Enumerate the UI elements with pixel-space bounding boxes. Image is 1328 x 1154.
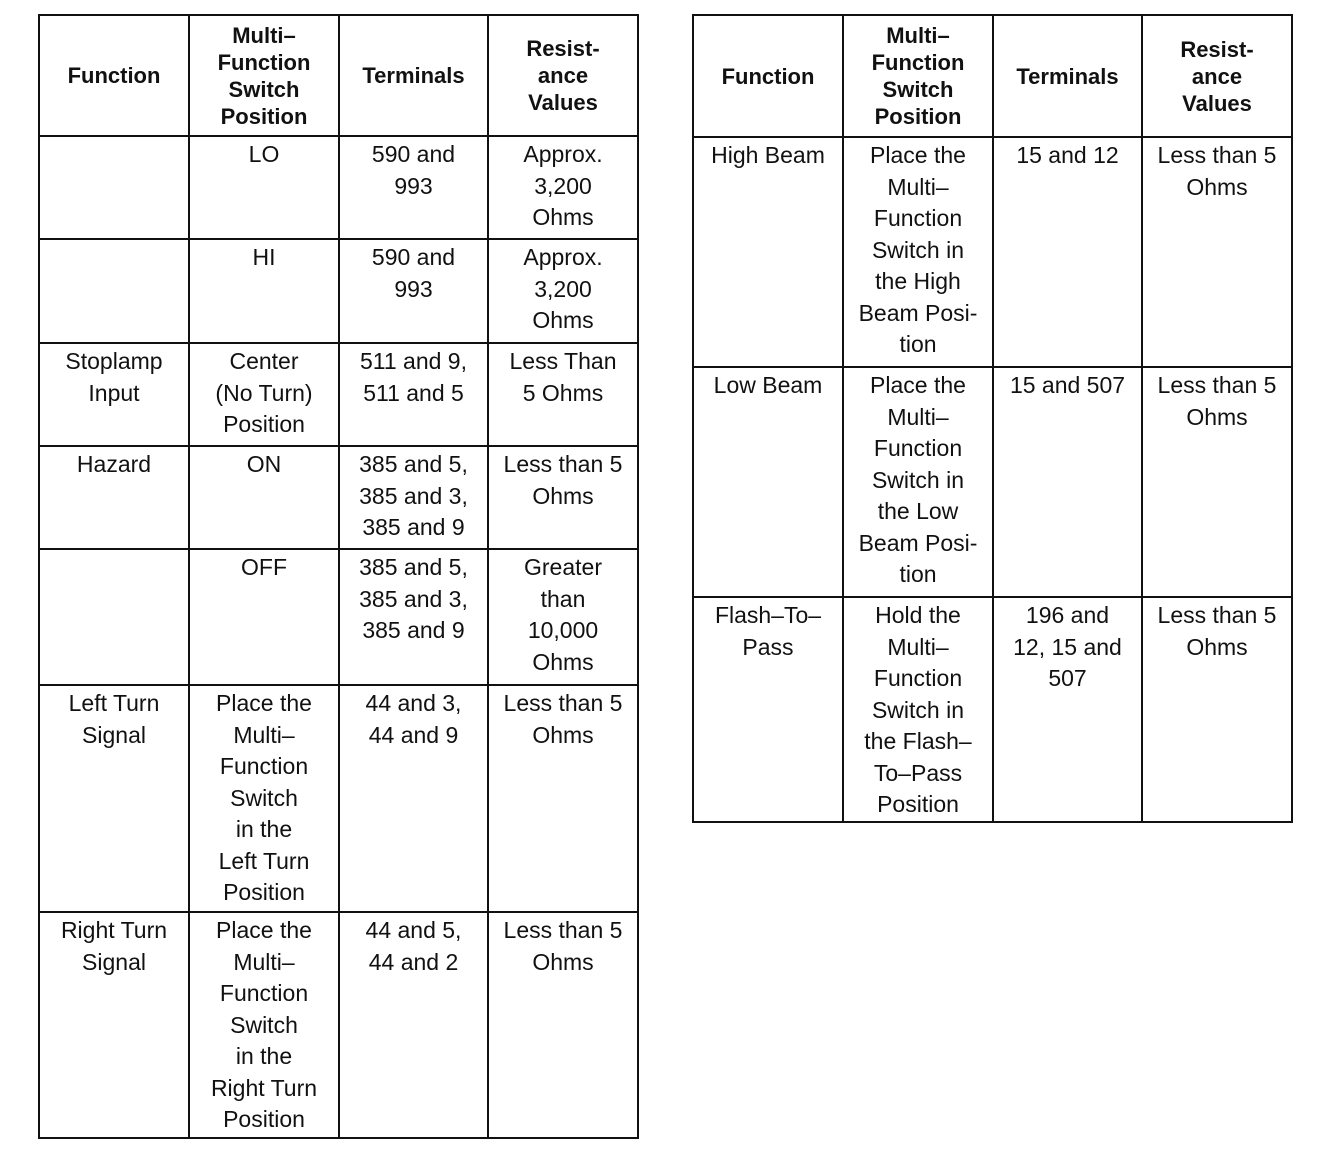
cell-resistance: Less than 5 Ohms (1142, 137, 1292, 367)
cell-terminals: 511 and 9, 511 and 5 (339, 343, 488, 446)
cell-terminals: 385 and 5, 385 and 3, 385 and 9 (339, 549, 488, 685)
cell-resistance: Less than 5 Ohms (488, 685, 638, 912)
cell-terminals: 590 and 993 (339, 239, 488, 343)
table-row (693, 597, 1292, 822)
cell-position: Place the Multi– Function Switch in the Left Turn Position (189, 685, 339, 912)
cell-resistance: Less than 5 Ohms (488, 912, 638, 1138)
table-row (39, 912, 638, 1138)
cell-position: HI (189, 239, 339, 343)
table-row (39, 549, 638, 685)
header-terminals: Terminals (993, 15, 1142, 137)
header-function: Function (693, 15, 843, 137)
table-row (39, 343, 638, 446)
cell-function: Right Turn Signal (39, 912, 189, 1138)
cell-position: Place the Multi– Function Switch in the Low Beam Posi- tion (843, 367, 993, 597)
left-resistance-table (38, 14, 639, 1139)
cell-resistance: Less Than 5 Ohms (488, 343, 638, 446)
cell-position: Place the Multi– Function Switch in the Right Turn Position (189, 912, 339, 1138)
cell-position: Place the Multi– Function Switch in the High Beam Posi- tion (843, 137, 993, 367)
cell-terminals: 15 and 12 (993, 137, 1142, 367)
cell-function: Stoplamp Input (39, 343, 189, 446)
cell-resistance: Approx. 3,200 Ohms (488, 136, 638, 239)
header-switch-position: Multi– Function Switch Position (843, 15, 993, 137)
cell-position: Center (No Turn) Position (189, 343, 339, 446)
cell-resistance: Less than 5 Ohms (1142, 367, 1292, 597)
cell-resistance: Less than 5 Ohms (488, 446, 638, 549)
table-row (39, 239, 638, 343)
cell-function (39, 239, 189, 343)
cell-function: Low Beam (693, 367, 843, 597)
header-function: Function (39, 15, 189, 136)
cell-terminals: 590 and 993 (339, 136, 488, 239)
cell-function: Hazard (39, 446, 189, 549)
cell-resistance: Approx. 3,200 Ohms (488, 239, 638, 343)
cell-position: LO (189, 136, 339, 239)
header-row (693, 15, 1292, 137)
cell-function: High Beam (693, 137, 843, 367)
header-switch-position: Multi– Function Switch Position (189, 15, 339, 136)
header-row (39, 15, 638, 136)
table-row (39, 685, 638, 912)
cell-resistance: Less than 5 Ohms (1142, 597, 1292, 822)
cell-terminals: 385 and 5, 385 and 3, 385 and 9 (339, 446, 488, 549)
cell-function: Left Turn Signal (39, 685, 189, 912)
cell-terminals: 15 and 507 (993, 367, 1142, 597)
cell-terminals: 196 and 12, 15 and 507 (993, 597, 1142, 822)
cell-terminals: 44 and 3, 44 and 9 (339, 685, 488, 912)
table-row (693, 367, 1292, 597)
cell-position: ON (189, 446, 339, 549)
cell-position: Hold the Multi– Function Switch in the Flash– To–Pass Position (843, 597, 993, 822)
header-terminals: Terminals (339, 15, 488, 136)
table-row (39, 446, 638, 549)
cell-position: OFF (189, 549, 339, 685)
table-row (39, 136, 638, 239)
cell-terminals: 44 and 5, 44 and 2 (339, 912, 488, 1138)
cell-function: Flash–To– Pass (693, 597, 843, 822)
cell-function (39, 136, 189, 239)
table-row (693, 137, 1292, 367)
cell-resistance: Greater than 10,000 Ohms (488, 549, 638, 685)
header-resistance: Resist- ance Values (1142, 15, 1292, 137)
header-resistance: Resist- ance Values (488, 15, 638, 136)
right-resistance-table (692, 14, 1293, 823)
cell-function (39, 549, 189, 685)
